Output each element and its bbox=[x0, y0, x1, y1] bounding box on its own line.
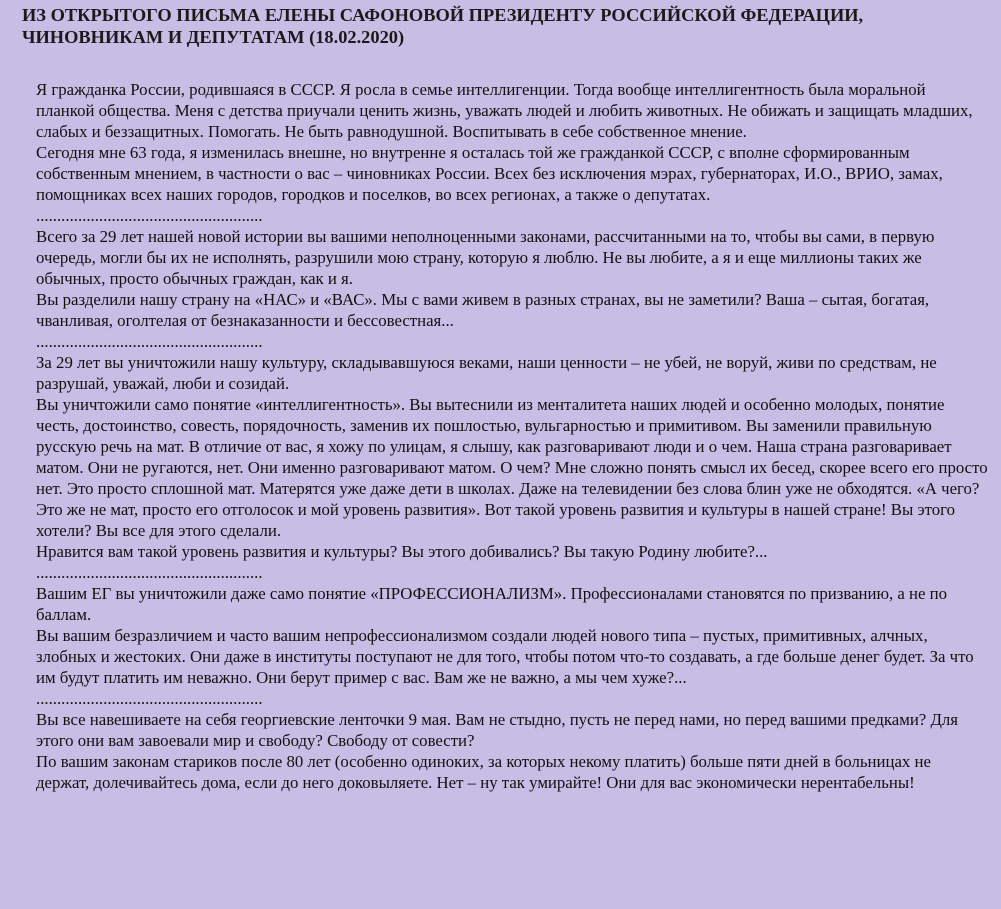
paragraph: По вашим законам стариков после 80 лет (особенно одиноких, за которых некому платить) больше пяти дней в больницах не держат, долечивайтесь дома, если до него доковыляете. Нет – ну так умирайте! Они для вас экономически нерентабельны! bbox=[36, 752, 931, 792]
dotted-separator: ...................................................... bbox=[36, 332, 263, 351]
letter-body bbox=[36, 79, 988, 793]
dotted-separator: ...................................................... bbox=[36, 206, 263, 225]
paragraph: Вы разделили нашу страну на «НАС» и «ВАС». Мы с вами живем в разных странах, вы не заметили? Ваша – сытая, богатая, чванливая, оголтелая от безнаказанности и бессовестная... bbox=[36, 290, 930, 330]
paragraph: За 29 лет вы уничтожили нашу культуру, складывавшуюся веками, наши ценности – не убей, не воруй, живи по средствам, не разрушай, уважай, люби и созидай. bbox=[36, 353, 937, 393]
page-title: ИЗ ОТКРЫТОГО ПИСЬМА ЕЛЕНЫ САФОНОВОЙ ПРЕЗИДЕНТУ РОССИЙСКОЙ ФЕДЕРАЦИИ, ЧИНОВНИКАМ И ДЕПУТАТАМ (18.02.2020) bbox=[22, 5, 864, 47]
dotted-separator: ...................................................... bbox=[36, 689, 263, 708]
paragraph: Вы уничтожили само понятие «интеллигентность». Вы вытеснили из менталитета наших людей и особенно молодых, понятие честь, достоинство, совесть, порядочность, заменив их пошлостью, вульгарностью и примитивом. Вы заменили правильную русскую речь на мат. В отличие от вас, я хожу по улицам, я слышу, как разговаривают люди и о чем. Наша страна разговаривает матом. Они не ругаются, нет. Они именно разговаривают матом. О чем? Мне сложно понять смысл их бесед, скорее всего его просто нет. Это просто сплошной мат. Матерятся уже даже дети в школах. Даже на телевидении без слова блин уже не обходятся. «А чего? Это же не мат, просто его отголосок и мой уровень развития». Вот такой уровень развития и культуры в нашей стране! Вы этого хотели? Вы все для этого сделали. bbox=[36, 395, 988, 540]
paragraph: Всего за 29 лет нашей новой истории вы вашими неполноценными законами, рассчитанными на то, чтобы вы сами, в первую очередь, могли бы их не исполнять, разрушили мою страну, которую я люблю. Не вы любите, а я и еще миллионы таких же обычных, просто обычных граждан, как и я. bbox=[36, 227, 935, 288]
paragraph: Вашим ЕГ вы уничтожили даже само понятие «ПРОФЕССИОНАЛИЗМ». Профессионалами становятся по призванию, а не по баллам. bbox=[36, 584, 948, 624]
paragraph: Вы все навешиваете на себя георгиевские ленточки 9 мая. Вам не стыдно, пусть не перед нами, но перед вашими предками? Для этого они вам завоевали мир и свободу? Свободу от совести? bbox=[36, 710, 958, 750]
paragraph: Сегодня мне 63 года, я изменилась внешне, но внутренне я осталась той же гражданкой СССР, с вполне сформированным собственным мнением, в частности о вас – чиновниках России. Всех без исключения мэрах, губернаторах, И.О., ВРИО, замах, помощниках всех наших городов, городков и поселков, во всех регионах, а также о депутатах. bbox=[36, 143, 943, 204]
dotted-separator: ...................................................... bbox=[36, 563, 263, 582]
paragraph: Нравится вам такой уровень развития и культуры? Вы этого добивались? Вы такую Родину любите?... bbox=[36, 542, 768, 561]
paragraph: Я гражданка России, родившаяся в СССР. Я росла в семье интеллигенции. Тогда вообще интеллигентность была моральной планкой общества. Меня с детства приучали ценить жизнь, уважать людей и любить животных. Не обижать и защищать младших, слабых и беззащитных. Помогать. Не быть равнодушной. Воспитывать в себе собственное мнение. bbox=[36, 80, 973, 141]
paragraph: Вы вашим безразличием и часто вашим непрофессионализмом создали людей нового типа – пустых, примитивных, алчных, злобных и жестоких. Они даже в институты поступают не для того, чтобы потом что-то создавать, а где больше денег будет. За что им будут платить им неважно. Они берут пример с вас. Вам же не важно, а мы чем хуже?... bbox=[36, 626, 974, 687]
